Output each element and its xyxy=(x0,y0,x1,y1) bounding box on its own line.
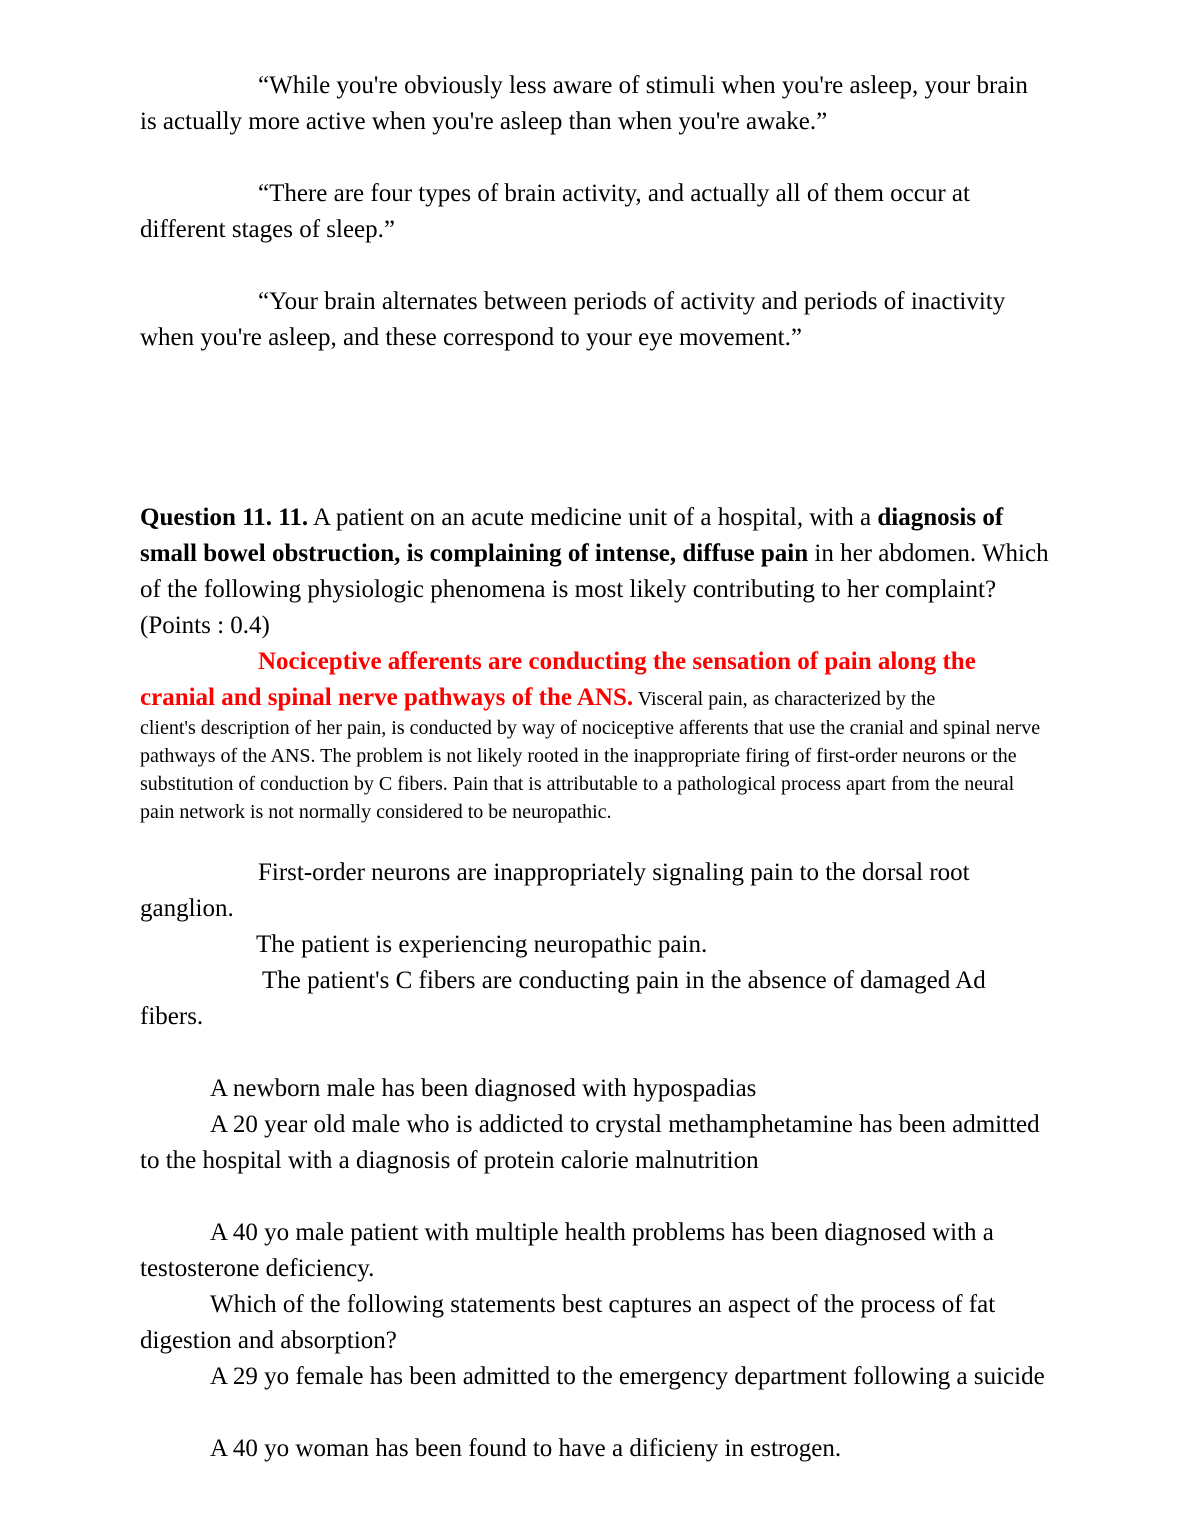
list-item: A 40 yo woman has been found to have a dificieny in estrogen. xyxy=(210,1435,842,1462)
list-item: A 20 year old male who is addicted to crystal methamphetamine has been admitted to the hospital with a diagnosis of protein calorie malnutrition xyxy=(140,1111,1040,1174)
quote-paragraph: “There are four types of brain activity, and actually all of them occur at different stages of sleep.” xyxy=(140,180,970,243)
question-text-b: in her abdomen. Which of the following physiologic phenomena is most likely contributing to her complaint? (Points : 0.4) xyxy=(140,540,1049,639)
question-paragraph xyxy=(140,500,1050,644)
answer-explanation: client's description of her pain, is conducted by way of nociceptive afferents that use the cranial and spinal nerve pathways of the ANS. The problem is not likely rooted in the inappropriate firing of first-order neurons or the substitution of conduction by C fibers. Pain that is attributable to a pathological process apart from the neural pain network is not normally considered to be neuropathic. xyxy=(140,717,1041,823)
answer-paragraph xyxy=(140,644,1050,716)
quote-paragraph: “While you're obviously less aware of stimuli when you're asleep, your brain is actually more active when you're asleep than when you're awake.” xyxy=(140,72,1028,135)
answer-option: The patient's C fibers are conducting pain in the absence of damaged Ad fibers. xyxy=(140,967,986,1030)
question-bold-phrase: diagnosis of small bowel obstruction, is complaining of intense, diffuse pain xyxy=(140,504,1004,567)
quote-paragraph: “Your brain alternates between periods of activity and periods of inactivity when you're asleep, and these correspond to your eye movement.” xyxy=(140,288,1006,351)
correct-answer: Nociceptive afferents are conducting the sensation of pain along the cranial and spinal nerve pathways of the ANS. xyxy=(140,648,976,711)
list-item: A 29 yo female has been admitted to the emergency department following a suicide xyxy=(210,1363,1045,1390)
answer-explanation-start: Visceral pain, as characterized by the xyxy=(633,688,936,710)
list-item: A newborn male has been diagnosed with hypospadias xyxy=(210,1075,757,1102)
question-text-a: A patient on an acute medicine unit of a hospital, with a xyxy=(308,504,878,531)
list-item: Which of the following statements best captures an aspect of the process of fat digestion and absorption? xyxy=(140,1291,996,1354)
answer-option: The patient is experiencing neuropathic pain. xyxy=(256,931,708,958)
question-label: Question 11. 11. xyxy=(140,504,309,531)
list-item: A 40 yo male patient with multiple health problems has been diagnosed with a testosterone deficiency. xyxy=(140,1219,994,1282)
answer-option: First-order neurons are inappropriately signaling pain to the dorsal root ganglion. xyxy=(140,859,970,922)
